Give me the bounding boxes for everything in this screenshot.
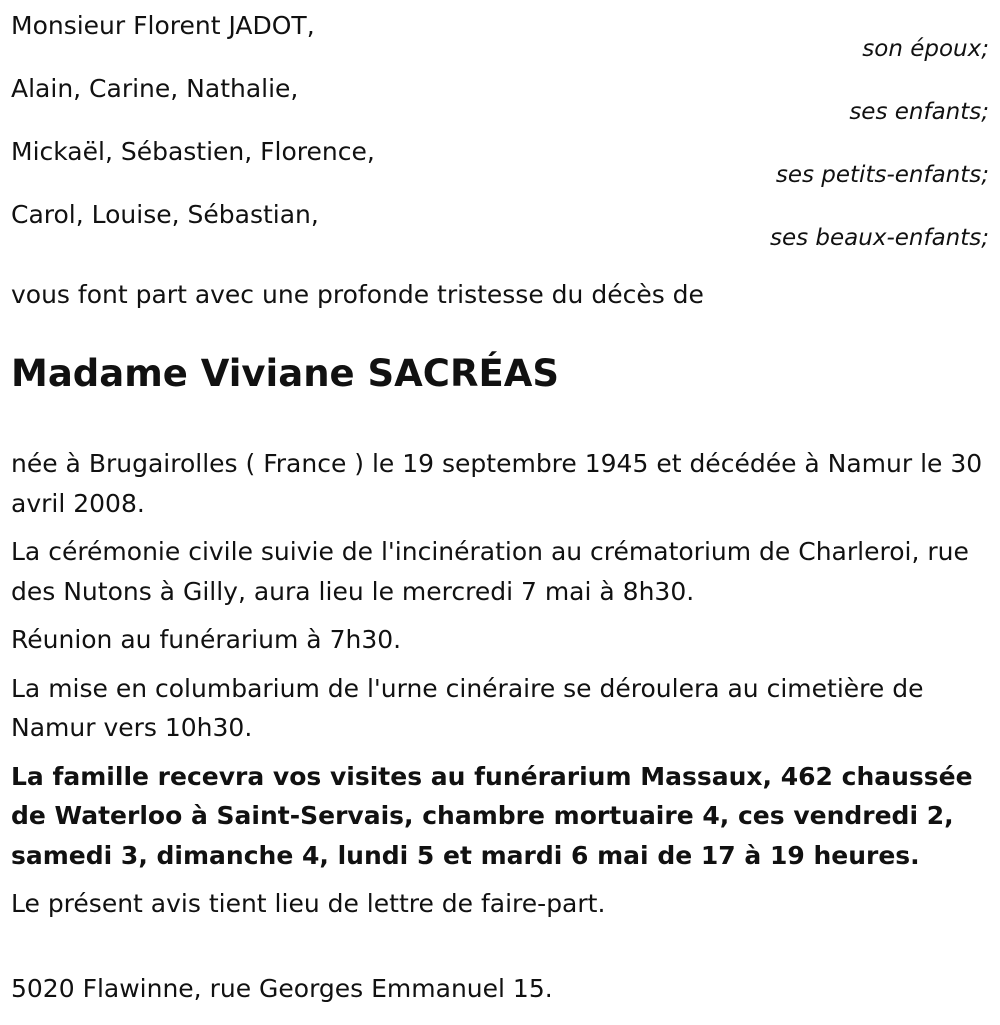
family-names: Alain, Carine, Nathalie, — [11, 74, 299, 103]
columbarium-paragraph: La mise en columbarium de l'urne cinéraire se déroulera au cimetière de Namur vers 10h30. — [11, 673, 924, 742]
notice-paragraph: Le présent avis tient lieu de lettre de faire-part. — [11, 889, 606, 918]
family-entry-grandchildren — [11, 126, 991, 189]
family-role: ses beaux-enfants; — [769, 225, 989, 251]
birth-death-paragraph: née à Brugairolles ( France ) le 19 septembre 1945 et décédée à Namur le 30 avril 2008. — [11, 449, 983, 518]
ceremony-paragraph: La cérémonie civile suivie de l'incinération au crématorium de Charleroi, rue des Nutons à Gilly, aura lieu le mercredi 7 mai à 8h30. — [11, 537, 969, 606]
family-names: Monsieur Florent JADOT, — [11, 11, 315, 40]
notice-body — [11, 444, 991, 933]
family-entry-spouse — [11, 0, 991, 63]
family-entry-stepchildren — [11, 189, 991, 252]
deceased-name: Madame Viviane SACRÉAS — [11, 352, 560, 395]
family-role: ses enfants; — [849, 99, 989, 125]
intro-text: vous font part avec une profonde tristesse du décès de — [11, 280, 704, 309]
visits-paragraph: La famille recevra vos visites au funérarium Massaux, 462 chaussée de Waterloo à Saint-Servais, chambre mortuaire 4, ces vendredi 2, samedi 3, dimanche 4, lundi 5 et mardi 6 mai de 17 à 19 heures. — [11, 761, 973, 870]
family-entry-children — [11, 63, 991, 126]
family-role: son époux; — [862, 36, 989, 62]
family-address: 5020 Flawinne, rue Georges Emmanuel 15. — [11, 974, 553, 1003]
family-names: Mickaël, Sébastien, Florence, — [11, 137, 375, 166]
family-names: Carol, Louise, Sébastian, — [11, 200, 319, 229]
meeting-paragraph: Réunion au funérarium à 7h30. — [11, 625, 402, 654]
family-role: ses petits-enfants; — [775, 162, 989, 188]
